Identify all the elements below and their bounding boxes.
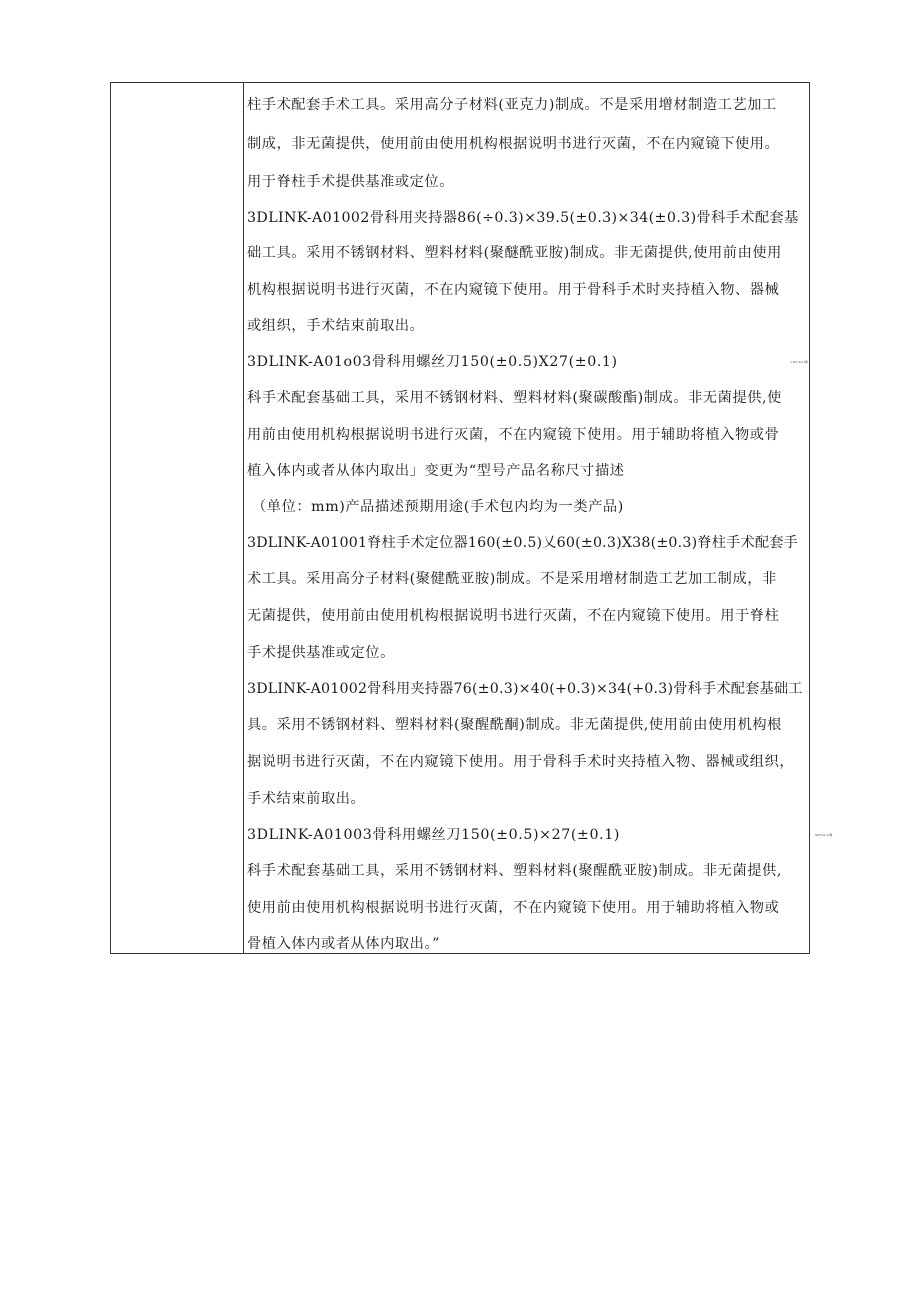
text-line: 植入体内或者从体内取出」变更为“型号产品名称尺寸描述 [247,463,625,479]
table-left-cell [111,83,244,953]
text-line: 骨植入体内或者从体内取出。” [247,936,440,952]
text-line: 科手术配套基础工具，采用不锈钢材料、塑料材料(聚碳酸酯)制成。非无菌提供,使 [247,390,782,406]
text-line: 3DLINK-A01002骨科用夹持器86(÷0.3)×39.5(±0.3)×34(±0.3)骨科手术配套基 [247,210,799,226]
text-fragment: 527(-0.1)骨 [815,833,833,837]
text-line: 机构根据说明书进行灭菌，不在内窥镜下使用。用于骨科手术时夹持植入物、器械 [247,282,780,298]
text-line: 柱手术配套手术工具。采用高分子材料(亚克力)制成。不是采用增材制造工艺加工 [247,97,777,113]
text-line: 3DLINK-A01002骨科用夹持器76(±0.3)×40(+0.3)×34(+0.3)骨科手术配套基础工 [247,681,803,697]
text-line: （单位：mm)产品描述预期用途(手术包内均为一类产品) [252,499,624,515]
text-line: 用于脊柱手术提供基准或定位。 [247,174,455,190]
spec-table [110,82,833,954]
text-line: 科手术配套基础工具，采用不锈钢材料、塑料材料(聚醒酰亚胺)制成。非无菌提供, [247,863,782,879]
text-line: 用前由使用机构根据说明书进行灭菌，不在内窥镜下使用。用于辅助将植入物或骨 [247,427,780,443]
text-line: 础工具。采用不锈钢材料、塑料材料(聚醚酰亚胺)制成。非无菌提供,使用前由使用 [247,245,782,261]
text-line: 手术提供基准或定位。 [247,645,395,661]
text-fragment: ×27(-0.1)骨 [790,360,809,364]
text-line: 据说明书进行灭菌，不在内窥镜下使用。用于骨科手术时夹持植入物、器械或组织， [247,754,795,770]
text-line: 术工具。采用高分子材料(聚健酰亚胺)制成。不是采用增材制造工艺加工制成，非 [247,571,777,587]
text-line: 无菌提供，使用前由使用机构根据说明书进行灭菌，不在内窥镜下使用。用于脊柱 [247,608,780,624]
text-line: 手术结束前取出。 [247,791,366,807]
table-right-cell [244,83,833,953]
text-line: 制成，非无菌提供，使用前由使用机构根据说明书进行灭菌，不在内窥镜下使用。 [247,136,780,152]
text-line: 3DLINK-A01001脊柱手术定位器160(±0.5)乂60(±0.3)X38(±0.3)脊柱手术配套手 [247,535,799,551]
text-line: 或组织，手术结束前取出。 [247,318,425,334]
text-line: 使用前由使用机构根据说明书进行灭菌，不在内窥镜下使用。用于辅助将植入物或 [247,900,780,916]
text-line: 3DLINK-A01o03骨科用螺丝刀150(±0.5)X27(±0.1) [247,354,618,370]
text-line: 3DLINK-A01003骨科用螺丝刀150(±0.5)×27(±0.1) [247,827,620,843]
text-line: 具。采用不锈钢材料、塑料材料(聚醒酰酮)制成。非无菌提供,使用前由使用机构根 [247,717,782,733]
